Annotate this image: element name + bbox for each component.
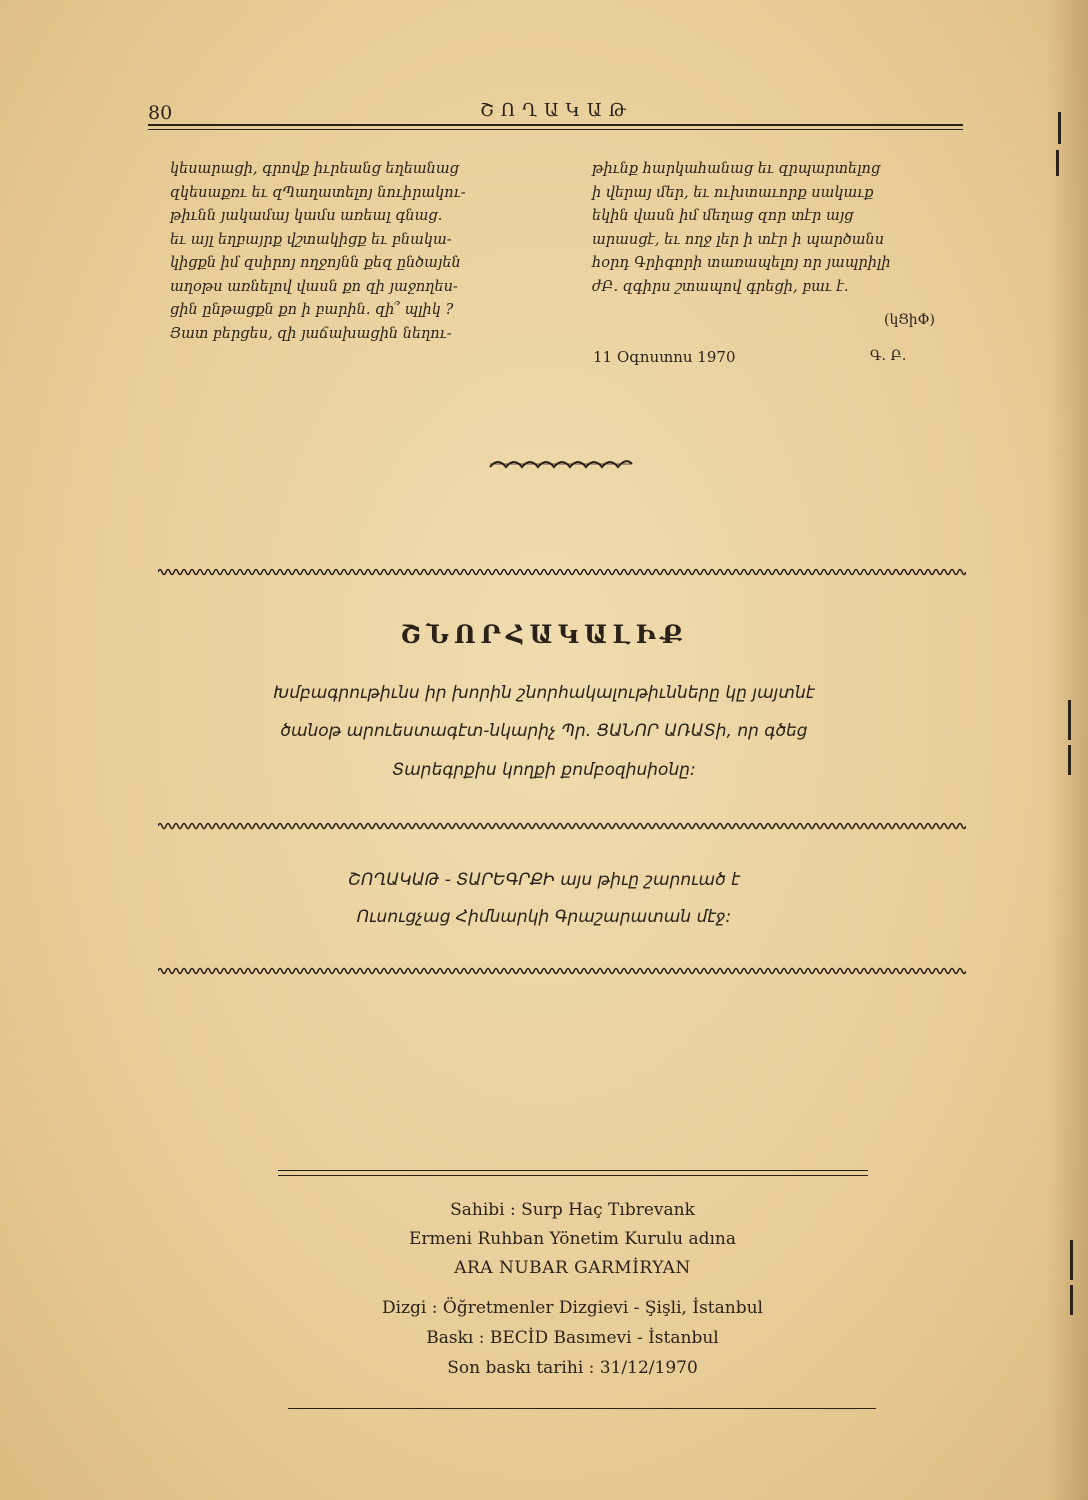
text-line: եւ այլ եղբայրք վշտակիցք եւ բնակա- [170, 231, 452, 248]
text-line: ժԲ. զգիրս շտապով գրեցի, բաւ է. [592, 278, 849, 295]
text-line: զկեսաքռւ եւ զՊաղատելոյ նուիրակու- [170, 184, 466, 201]
text-line: թիւնն յակամայ կամս առեալ գնաց. [170, 208, 443, 224]
imprint-typesetting: Dizgi : Öğretmenler Dizgievi - Şişli, İstanbul [382, 1298, 763, 1318]
imprint-rule-bottom [288, 1408, 876, 1409]
ornament-divider [488, 457, 634, 471]
thanks-line: Խմբագրութիւնս իր խորին շնորհակալութիւնները կը յայտնէ [273, 683, 815, 703]
imprint-board: Ermeni Ruhban Yönetim Kurulu adına [408, 1229, 737, 1249]
imprint-rule-top [278, 1170, 868, 1171]
edge-mark [1068, 745, 1071, 775]
text-line: Յատ բերցես, զի յաճախացին նեղու- [170, 325, 452, 342]
text-line: ցին ընթացքն քո ի բարին. զի՞ պլիկ ? [170, 302, 454, 318]
article-right-column [592, 158, 891, 299]
header-rule-thin [148, 129, 963, 130]
print-note-line: ՇՈՂԱԿԱԹ - ՏԱՐԵԳՐՔԻ այս թիւը շարուած է [348, 870, 740, 890]
article-date: 11 Օգոստոս 1970 [593, 348, 736, 366]
wavy-rule-top [158, 566, 966, 578]
edge-mark [1070, 1285, 1073, 1315]
wavy-rule-middle [158, 820, 966, 832]
page-number: 80 [148, 102, 173, 124]
imprint-owner: Sahibi : Surp Haç Tıbrevank [450, 1200, 695, 1220]
article-signature: Գ. Բ. [870, 348, 907, 364]
imprint-rule-top-thin [278, 1175, 868, 1176]
wavy-rule-bottom [158, 965, 966, 977]
thanks-title: ՇՆՈՐՀԱԿԱԼԻՔ [400, 620, 688, 649]
imprint-name: ARA NUBAR GARMİRYAN [454, 1258, 691, 1278]
text-line: թիւնք հարկահանաց եւ զրպարտելոց [592, 161, 881, 177]
text-line: ի վերայ մեր, եւ ուխտաւորք սակաւք [592, 184, 874, 201]
text-line: հօրդ Գրիգորի տառապելոյ որ յապրիլի [592, 255, 891, 271]
text-line: կեսարացի, գրովք իւրեանց եղեանաց [170, 161, 459, 177]
header-rule [148, 124, 963, 126]
article-source: (կՑիՓ) [884, 312, 935, 328]
thanks-line: ծանօթ արուեստագէտ-նկարիչ Պր. ՑԱՆՈՐ ԱՌԱՏի, որ գծեց [280, 721, 808, 741]
text-line: եկին վասն իմ մեղաց զոր տէր այց [592, 208, 854, 224]
running-head: ՇՈՂԱԿԱԹ [480, 100, 634, 121]
text-line: կիցքն իմ զսիրոյ ողջոյնն քեզ ընծայեն [170, 255, 461, 271]
edge-mark [1058, 112, 1061, 144]
text-line: արասցէ, եւ ողջ լեր ի տէր ի պարծանս [592, 231, 885, 248]
thanks-line: Տարեգրքիս կողքի քոմբօզիսիօնը: [392, 760, 696, 780]
article-left-column [170, 158, 466, 346]
imprint-printing: Baskı : BECİD Basımevi - İstanbul [426, 1328, 719, 1348]
edge-mark [1070, 1240, 1073, 1280]
edge-mark [1068, 700, 1071, 740]
imprint-date: Son baskı tarihi : 31/12/1970 [447, 1358, 698, 1378]
print-note-line: Ուսուցչաց Հիմնարկի Գրաշարատան մէջ: [356, 907, 732, 927]
edge-mark [1056, 150, 1059, 176]
text-line: աղօթս առնելով վասն քո զի յաջողես- [170, 278, 458, 295]
